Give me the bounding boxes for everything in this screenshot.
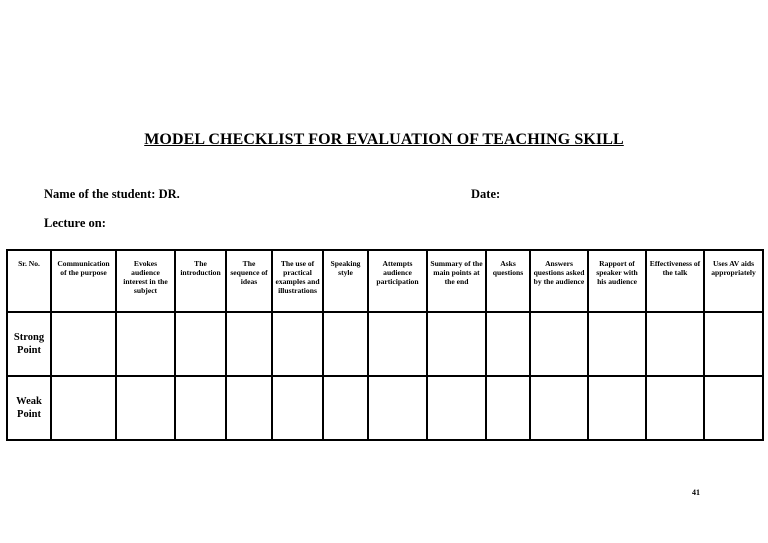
table-cell [427, 376, 486, 440]
table-cell [51, 376, 116, 440]
table-cell [486, 376, 530, 440]
row-label-weak-point: Weak Point [7, 376, 51, 440]
table-cell [530, 376, 588, 440]
table-cell [323, 376, 368, 440]
table-cell [646, 376, 704, 440]
column-header-evokes-interest: Evokes audience interest in the subject [116, 250, 175, 312]
table-cell [704, 376, 763, 440]
page-number: 41 [692, 488, 700, 497]
table-cell [323, 312, 368, 376]
column-header-asks-questions: Asks questions [486, 250, 530, 312]
header-row [7, 250, 763, 312]
table-row-strong-point [7, 312, 763, 376]
table-row-weak-point [7, 376, 763, 440]
student-name-label: Name of the student: DR. [44, 187, 180, 201]
table-cell [588, 376, 646, 440]
column-header-rapport: Rapport of speaker with his audience [588, 250, 646, 312]
column-header-effectiveness: Effectiveness of the talk [646, 250, 704, 312]
column-header-audience-participation: Attempts audience participation [368, 250, 427, 312]
table-cell [116, 376, 175, 440]
table-cell [272, 312, 323, 376]
table-cell [175, 312, 226, 376]
table-cell [427, 312, 486, 376]
column-header-answers-questions: Answers questions asked by the audience [530, 250, 588, 312]
evaluation-checklist-table [6, 249, 764, 441]
column-header-introduction: The introduction [175, 250, 226, 312]
table-cell [226, 376, 272, 440]
column-header-summary: Summary of the main points at the end [427, 250, 486, 312]
lecture-label: Lecture on: [44, 216, 106, 230]
table-cell [486, 312, 530, 376]
table-cell [368, 312, 427, 376]
date-label: Date: [471, 187, 501, 201]
page-title: MODEL CHECKLIST FOR EVALUATION OF TEACHING SKILL [144, 131, 624, 148]
column-header-sr-no: Sr. No. [7, 250, 51, 312]
table-cell [368, 376, 427, 440]
column-header-sequence-of-ideas: The sequence of ideas [226, 250, 272, 312]
table-cell [175, 376, 226, 440]
column-header-av-aids: Uses AV aids appropriately [704, 250, 763, 312]
table-cell [530, 312, 588, 376]
table-cell [704, 312, 763, 376]
table-cell [588, 312, 646, 376]
table-cell [226, 312, 272, 376]
table-cell [646, 312, 704, 376]
table-cell [272, 376, 323, 440]
row-label-strong-point: Strong Point [7, 312, 51, 376]
table-cell [116, 312, 175, 376]
column-header-communication: Communication of the purpose [51, 250, 116, 312]
column-header-practical-examples: The use of practical examples and illustrations [272, 250, 323, 312]
column-header-speaking-style: Speaking style [323, 250, 368, 312]
table-cell [51, 312, 116, 376]
